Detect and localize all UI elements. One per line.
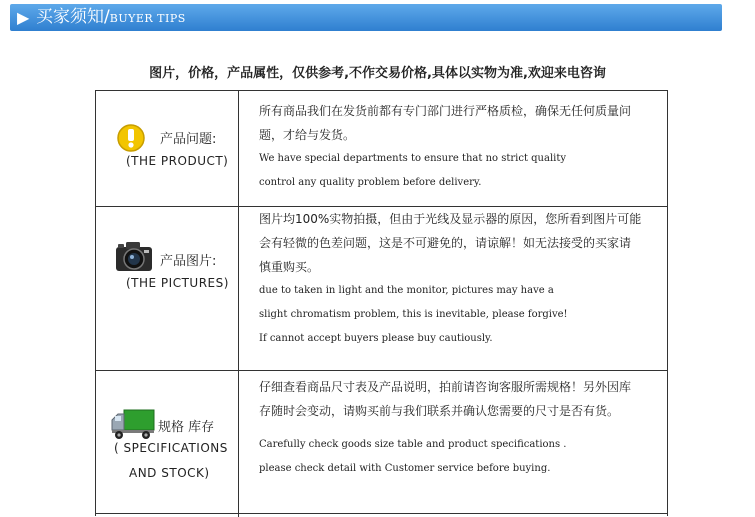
warning-icon: [116, 123, 146, 153]
pictures-cn-line-1: 图片均100%实物拍摄，但由于光线及显示器的原因，您所看到图片可能: [259, 212, 642, 226]
row-label-cell: [96, 371, 238, 513]
info-table: [95, 90, 668, 516]
label-product-en: (THE PRODUCT): [126, 154, 229, 168]
pictures-cn-line-2: 会有轻微的色差问题，这是不可避免的，请谅解！如无法接受的买家请: [259, 236, 632, 250]
table-row-specifications: [96, 371, 667, 514]
label-specifications-en-1: ( SPECIFICATIONS: [114, 441, 228, 455]
product-en-line-2: control any quality problem before delivery.: [259, 177, 482, 188]
label-specifications-en-2: AND STOCK): [129, 466, 210, 480]
product-cn-line-2: 题，才给与发货。: [259, 128, 356, 142]
pictures-en-line-2: slight chromatism problem, this is inevitable, please forgive!: [259, 309, 568, 320]
label-pictures-cn: 产品图片:: [160, 254, 217, 269]
pictures-cn-line-3: 慎重购买。: [259, 260, 320, 274]
column-divider: [238, 91, 239, 206]
row-text-cell: [259, 375, 659, 517]
row-label-cell: [96, 207, 238, 370]
camera-icon: [114, 239, 154, 273]
table-row-pictures: [96, 207, 667, 371]
specifications-cn-line-2: 存随时会变动，请购买前与我们联系并确认您需要的尺寸是否有货。: [259, 404, 620, 418]
row-text-cell: [259, 207, 659, 370]
label-pictures-en: (THE PICTURES): [126, 276, 229, 290]
page-headline: 图片，价格，产品属性，仅供参考,不作交易价格,具体以实物为准,欢迎来电咨询: [149, 66, 606, 81]
specifications-en-line-2: please check detail with Customer service before buying.: [259, 463, 551, 474]
header-banner: [10, 4, 722, 31]
product-en-line-1: We have special departments to ensure that no strict quality: [259, 153, 567, 164]
pictures-en-line-3: If cannot accept buyers please buy cautiously.: [259, 333, 493, 344]
banner-title-text: 买家须知/: [36, 7, 110, 27]
banner-subtitle: BUYER TIPS: [109, 12, 186, 25]
banner-title: [36, 7, 186, 29]
row-label-cell: [96, 91, 238, 206]
product-cn-line-1: 所有商品我们在发货前都有专门部门进行严格质检，确保无任何质量问: [259, 104, 632, 118]
specifications-cn-line-1: 仔细查看商品尺寸表及产品说明，拍前请咨询客服所需规格！另外因库: [259, 380, 632, 394]
pictures-en-line-1: due to taken in light and the monitor, pictures may have a: [259, 285, 554, 296]
table-row-product: [96, 91, 667, 207]
column-divider: [238, 371, 239, 513]
specifications-en-line-1: Carefully check goods size table and product specifications .: [259, 439, 567, 450]
arrow-icon: ▶: [17, 8, 30, 27]
column-divider: [238, 207, 239, 370]
truck-icon: [110, 407, 156, 441]
label-product-cn: 产品问题:: [160, 132, 217, 147]
row-text-cell: [259, 99, 659, 214]
label-specifications-cn: 规格 库存: [158, 420, 215, 435]
